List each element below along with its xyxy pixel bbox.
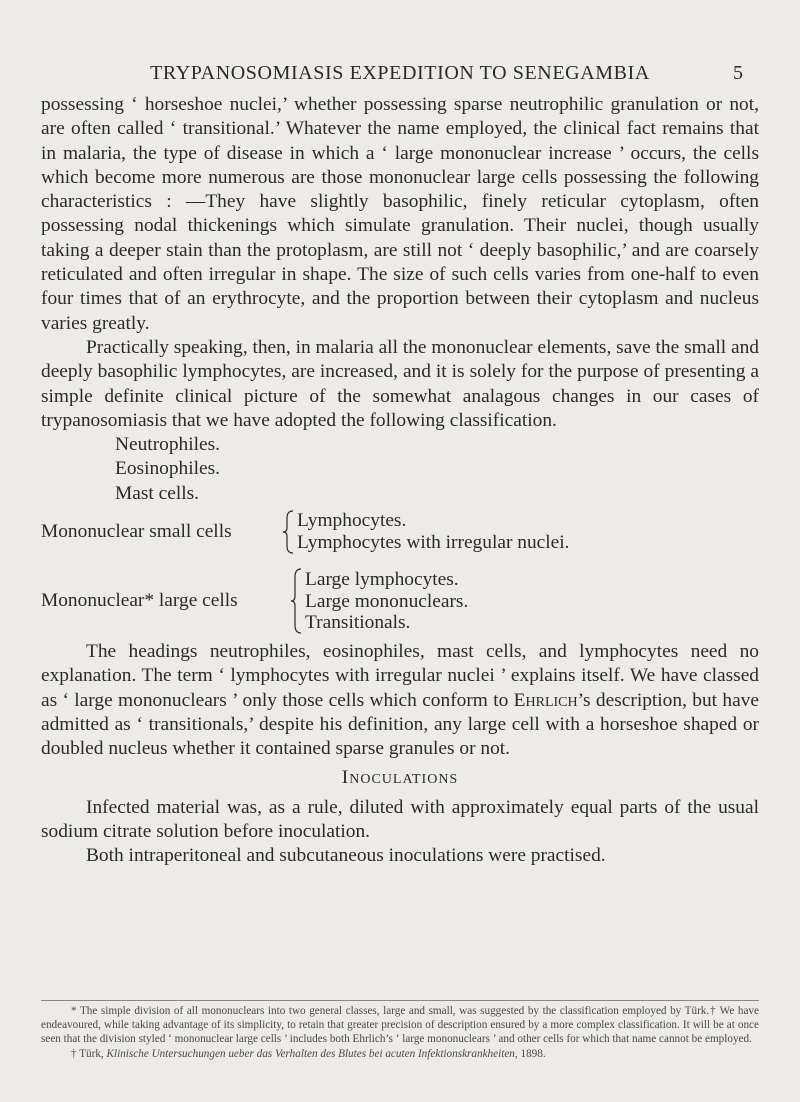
author-name-ehrlich: Ehrlich [513,689,578,711]
footnote-2-suffix: , 1898. [514,1047,546,1060]
small-cells-items [297,509,569,553]
class-item-transitionals: Transitionals. [305,612,411,634]
footnote-2-prefix: † Türk, [71,1047,107,1060]
large-cells-brace [289,568,303,634]
paragraph-5: Both intraperitoneal and subcutaneous inoculations were practised. [86,845,606,867]
running-title: TRYPANOSOMIASIS EXPEDITION TO SENEGAMBIA [150,62,650,84]
section-heading-inoculations: Inoculations [341,766,459,788]
paragraph-3 [41,640,759,761]
class-item-large-lymphocytes: Large lymphocytes. [305,569,459,591]
small-cells-brace [281,510,295,554]
classification-table [41,433,759,634]
class-item-large-mononuclears: Large mononuclears. [305,590,469,612]
main-text [41,93,759,869]
footnote-rule [41,1000,759,1001]
footnote-2-title: Klinische Untersuchungen ueber das Verhalten des Blutes bei acuten Infektionskrankheiten [106,1047,515,1060]
class-item-lymphocytes-irregular: Lymphocytes with irregular nuclei. [297,532,570,554]
paragraph-4: Infected material was, as a rule, diluted with approximately equal parts of the usual sodium citrate solution before inoculation. [41,796,759,843]
large-cells-items [305,568,468,633]
small-cells-group [41,510,759,554]
large-cells-group [41,568,759,634]
class-item-mast-cells: Mast cells. [115,482,200,504]
page-number: 5 [733,62,743,84]
paragraph-2: Practically speaking, then, in malaria all the mononuclear elements, save the small and deeply basophilic lymphocytes, are increased, and it is solely for the purpose of presenting a simple definite clinical picture of the somewhat analagous changes in our cases of trypanosomiasis that we have adopted the following classification. [41,336,759,431]
paragraph-3-part-a: The headings neutrophiles, eosinophiles, mast cells, and lymphocytes need no explanation. The term ‘ lymphocytes with irregular nuclei ’ explains itself. We have classed as ‘ large mononuclears ’ only those cells which conform to [41,641,759,711]
large-cells-heading: Mononuclear* large cells [41,590,238,612]
paragraph-1: possessing ‘ horseshoe nuclei,’ whether possessing sparse neutrophilic granulation or not, are often called ‘ transitional.’ Whatever the name employed, the clinical fact remains that in malaria, the type of disease in which a ‘ large mononuclear increase ’ occurs, the cells which become more numerous are those mononuclear large cells possessing the following characteristics : —They have slightly basophilic, finely reticular cytoplasm, often possessing nodal thickenings which simulate granulation. Their nuclei, though usually taking a deeper stain than the protoplasm, are still not ‘ deeply basophilic,’ and are coarsely reticulated and often irregular in shape. The size of such cells varies from one-half to even four times that of an erythrocyte, and the proportion between their cytoplasm and nucleus varies greatly. [41,94,759,334]
class-item-lymphocytes: Lymphocytes. [297,510,407,532]
paragraph-3-part-b: ’s description, but have admitted as ‘ transitionals,’ despite his definition, any large cell with a horseshoe shaped or doubled nucleus whether it contained sparse granules or not. [41,689,759,760]
footnotes [41,1004,759,1061]
running-header [0,62,800,86]
footnote-2 [41,1047,759,1061]
class-item-eosinophiles: Eosinophiles. [115,458,221,480]
class-item-neutrophiles: Neutrophiles. [115,434,221,456]
small-cells-heading: Mononuclear small cells [41,521,232,543]
footnote-1: * The simple division of all mononuclears into two general classes, large and small, was suggested by the classification employed by Türk.† We have endeavoured, while taking advantage of its simplicity, to retain that greater precision of description ensured by a more complex classification. It will be at once seen that the division styled ‘ mononuclear large cells ’ includes both Ehrlich’s ‘ large mononuclears ’ and other cells for which that name cannot be employed. [41,1005,759,1046]
